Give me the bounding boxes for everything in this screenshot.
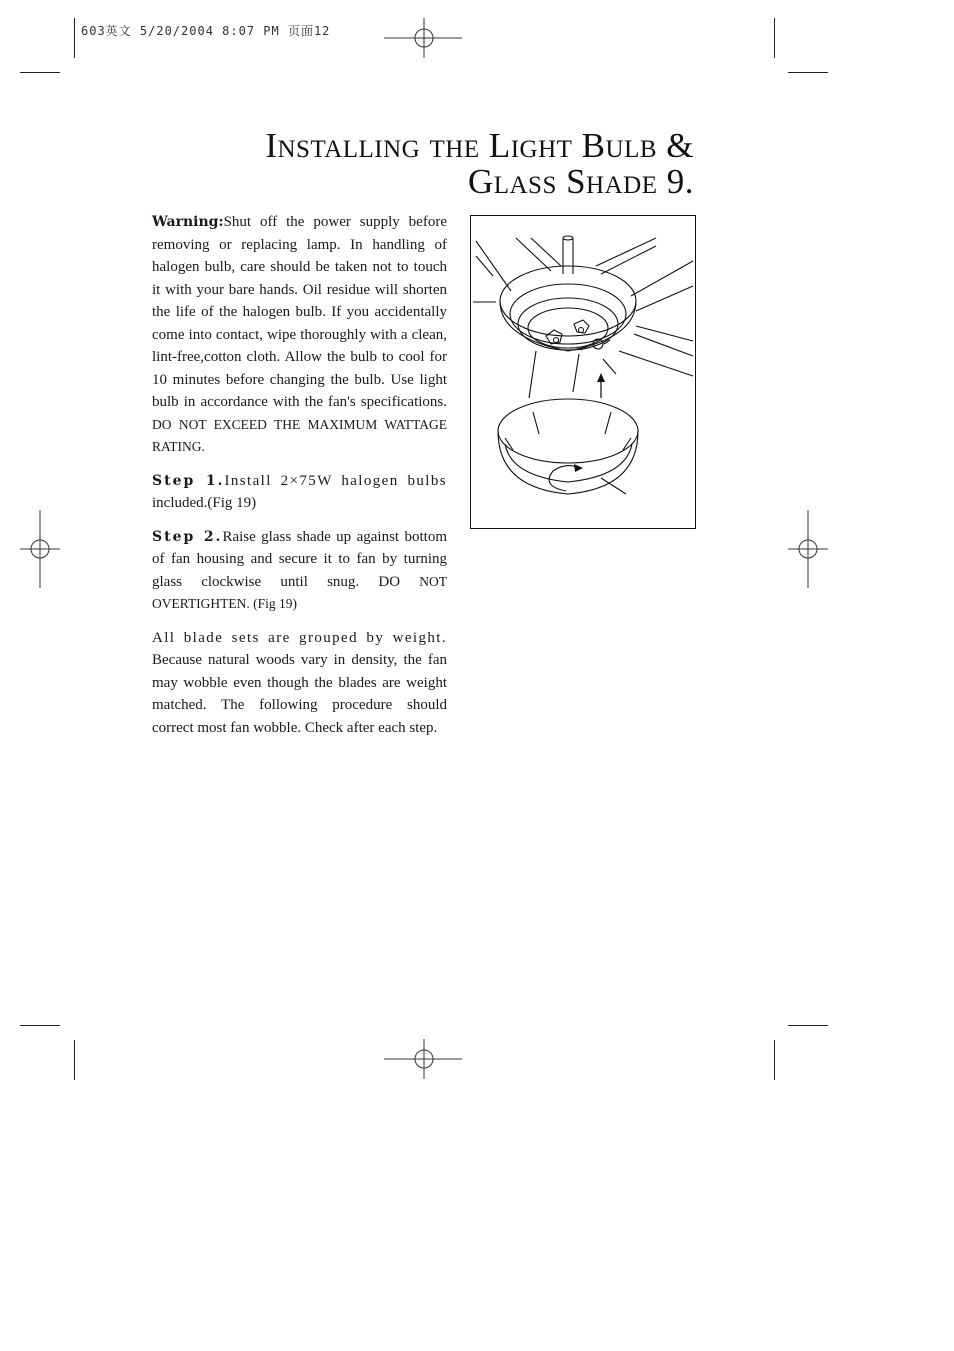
step-2-label: Step 2. [152,528,223,545]
step-1-text: Install 2×75W halogen bulbs [224,472,447,489]
page-title [265,128,694,200]
crop-mark [774,18,775,58]
crop-mark [774,1040,775,1080]
figure-19 [470,215,696,529]
warning-caps: DO NOT EXCEED THE MAXIMUM WATTAGE RATING. [152,416,447,454]
balance-paragraph [152,627,447,740]
registration-target-icon [384,18,464,60]
step-2-caps: NOT OVERTIGHTEN. (Fig 19) [152,573,447,611]
warning-label: Warning: [152,214,224,230]
title-line-1: Installing the Light Bulb & [265,126,694,165]
crop-mark [20,1025,60,1026]
warning-text: Shut off the power supply before removing or replacing lamp. In handling of halogen bulb, care should be taken not to touch it with your bare hands. Oil residue will shorten the life of the halogen bulb. If you accidentally come into contact, wipe thoroughly with a clean, lint-free,cotton cloth. Allow the bulb to cool for 10 minutes before changing the bulb. Use light bulb in accordance with the fan's specifications. [152,214,447,410]
step-2-paragraph [152,526,447,616]
instructions-column [152,211,447,750]
registration-target-icon [20,510,62,590]
warning-paragraph [152,211,447,459]
registration-target-icon [384,1039,464,1081]
step-1-label: Step 1. [152,472,225,489]
crop-mark [74,18,75,58]
crop-mark [74,1040,75,1080]
step-1-text-2: included.(Fig 19) [152,495,257,511]
title-line-2: Glass Shade 9. [467,162,694,201]
fan-light-kit-diagram-icon [471,216,695,528]
print-job-header: 603英文 5/20/2004 8:07 PM 页面12 [81,24,331,38]
crop-mark [788,1025,828,1026]
crop-mark [20,72,60,73]
crop-mark [788,72,828,73]
balance-lead: All blade sets are grouped by weight. [152,629,447,646]
step-2-text: Raise glass shade up against bottom of fan housing and secure it to fan by turning glass clockwise until snug. DO [152,528,448,590]
step-1-paragraph [152,470,447,515]
balance-text: Because natural woods vary in density, the fan may wobble even though the blades are weight matched. The following procedure should correct most fan wobble. Check after each step. [152,652,447,736]
registration-target-icon [788,510,830,590]
